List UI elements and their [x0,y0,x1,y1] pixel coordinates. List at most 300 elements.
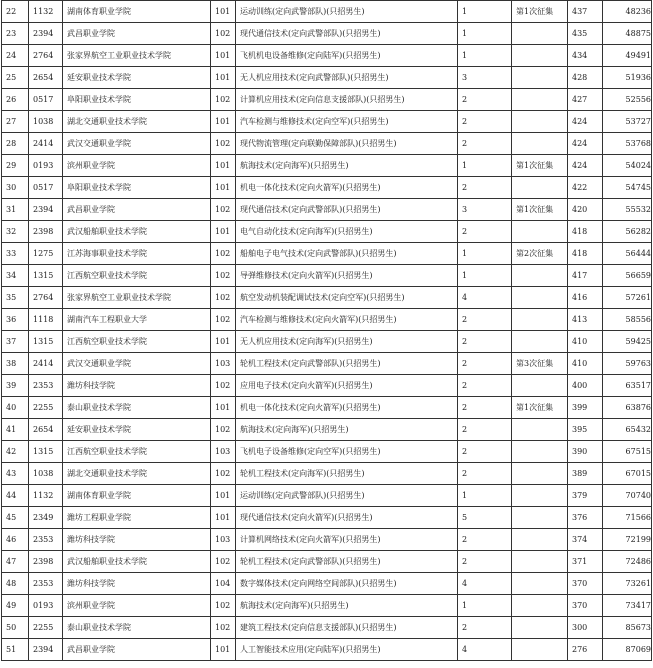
school-name-cell: 湖南汽车工程职业大学 [63,309,211,331]
table-body [2,1,652,661]
row-number-cell: 30 [2,177,29,199]
table-row [2,529,652,551]
table-row [2,243,652,265]
min-score-cell: 422 [568,177,603,199]
min-score-cell: 399 [568,397,603,419]
table-row [2,265,652,287]
plan-count-cell: 2 [458,463,512,485]
school-name-cell: 泰山职业技术学院 [63,397,211,419]
min-score-cell: 370 [568,573,603,595]
major-group-cell: 101 [211,639,236,661]
school-name-cell: 滨州职业学院 [63,595,211,617]
row-number-cell: 28 [2,133,29,155]
plan-count-cell: 4 [458,287,512,309]
major-name-cell: 现代通信技术(定向火箭军)(只招男生) [236,507,458,529]
school-code-cell: 2255 [29,397,63,419]
school-code-cell: 2394 [29,199,63,221]
major-group-cell: 102 [211,133,236,155]
row-number-cell: 34 [2,265,29,287]
school-code-cell: 0517 [29,177,63,199]
school-code-cell: 2349 [29,507,63,529]
plan-count-cell: 2 [458,617,512,639]
min-rank-cell: 52556 [603,89,652,111]
plan-count-cell: 2 [458,529,512,551]
major-name-cell: 现代物流管理(定向联勤保障部队)(只招男生) [236,133,458,155]
min-rank-cell: 53768 [603,133,652,155]
row-number-cell: 24 [2,45,29,67]
solicitation-round-cell: 第1次征集 [512,155,568,177]
school-code-cell: 1315 [29,441,63,463]
table-row [2,375,652,397]
school-name-cell: 延安职业技术学院 [63,67,211,89]
min-rank-cell: 48875 [603,23,652,45]
solicitation-round-cell: 第3次征集 [512,353,568,375]
major-group-cell: 102 [211,463,236,485]
plan-count-cell: 2 [458,331,512,353]
table-row [2,309,652,331]
plan-count-cell: 2 [458,419,512,441]
min-rank-cell: 85673 [603,617,652,639]
table-row [2,397,652,419]
table-row [2,89,652,111]
plan-count-cell: 3 [458,67,512,89]
solicitation-round-cell [512,551,568,573]
major-group-cell: 102 [211,265,236,287]
table-row [2,507,652,529]
school-code-cell: 1118 [29,309,63,331]
min-rank-cell: 51936 [603,67,652,89]
major-name-cell: 航空发动机装配调试技术(定向空军)(只招男生) [236,287,458,309]
admissions-sheet [1,0,652,661]
school-code-cell: 1315 [29,331,63,353]
table-row [2,199,652,221]
school-name-cell: 武汉交通职业学院 [63,133,211,155]
school-code-cell: 0517 [29,89,63,111]
plan-count-cell: 2 [458,551,512,573]
min-score-cell: 417 [568,265,603,287]
school-name-cell: 湖北交通职业技术学院 [63,463,211,485]
solicitation-round-cell [512,287,568,309]
solicitation-round-cell [512,23,568,45]
min-score-cell: 416 [568,287,603,309]
min-score-cell: 371 [568,551,603,573]
row-number-cell: 32 [2,221,29,243]
row-number-cell: 47 [2,551,29,573]
solicitation-round-cell: 第2次征集 [512,243,568,265]
major-group-cell: 102 [211,595,236,617]
table-row [2,595,652,617]
major-name-cell: 飞机电子设备维修(定向空军)(只招男生) [236,441,458,463]
min-rank-cell: 54745 [603,177,652,199]
major-name-cell: 人工智能技术应用(定向陆军)(只招男生) [236,639,458,661]
major-name-cell: 计算机应用技术(定向信息支援部队)(只招男生) [236,89,458,111]
major-group-cell: 101 [211,67,236,89]
plan-count-cell: 2 [458,221,512,243]
plan-count-cell: 1 [458,265,512,287]
major-group-cell: 101 [211,397,236,419]
row-number-cell: 48 [2,573,29,595]
min-score-cell: 424 [568,111,603,133]
min-rank-cell: 71566 [603,507,652,529]
major-group-cell: 101 [211,155,236,177]
min-score-cell: 370 [568,595,603,617]
major-group-cell: 101 [211,221,236,243]
solicitation-round-cell [512,45,568,67]
solicitation-round-cell [512,177,568,199]
school-name-cell: 武汉交通职业学院 [63,353,211,375]
min-score-cell: 400 [568,375,603,397]
plan-count-cell: 3 [458,199,512,221]
plan-count-cell: 1 [458,243,512,265]
plan-count-cell: 4 [458,573,512,595]
table-row [2,111,652,133]
table-row [2,419,652,441]
school-code-cell: 0193 [29,155,63,177]
solicitation-round-cell [512,133,568,155]
row-number-cell: 45 [2,507,29,529]
table-row [2,23,652,45]
solicitation-round-cell: 第1次征集 [512,397,568,419]
major-group-cell: 101 [211,45,236,67]
major-group-cell: 101 [211,331,236,353]
solicitation-round-cell [512,67,568,89]
solicitation-round-cell [512,529,568,551]
school-code-cell: 2398 [29,221,63,243]
row-number-cell: 37 [2,331,29,353]
major-group-cell: 103 [211,529,236,551]
row-number-cell: 29 [2,155,29,177]
table-row [2,639,652,661]
table-row [2,353,652,375]
min-score-cell: 418 [568,243,603,265]
school-name-cell: 潍坊科技学院 [63,375,211,397]
school-code-cell: 2764 [29,45,63,67]
major-group-cell: 104 [211,573,236,595]
major-group-cell: 102 [211,243,236,265]
plan-count-cell: 2 [458,375,512,397]
min-score-cell: 420 [568,199,603,221]
school-name-cell: 湖南体育职业学院 [63,1,211,23]
row-number-cell: 23 [2,23,29,45]
major-group-cell: 101 [211,485,236,507]
table-row [2,221,652,243]
table-row [2,551,652,573]
table-row [2,177,652,199]
row-number-cell: 40 [2,397,29,419]
major-name-cell: 现代通信技术(定向武警部队)(只招男生) [236,199,458,221]
plan-count-cell: 2 [458,353,512,375]
min-rank-cell: 48236 [603,1,652,23]
plan-count-cell: 2 [458,441,512,463]
min-rank-cell: 59425 [603,331,652,353]
min-rank-cell: 73417 [603,595,652,617]
major-name-cell: 电气自动化技术(定向海军)(只招男生) [236,221,458,243]
plan-count-cell: 1 [458,595,512,617]
major-name-cell: 无人机应用技术(定向海军)(只招男生) [236,331,458,353]
school-name-cell: 武汉船舶职业技术学院 [63,551,211,573]
major-group-cell: 102 [211,199,236,221]
row-number-cell: 39 [2,375,29,397]
min-rank-cell: 73261 [603,573,652,595]
min-rank-cell: 54024 [603,155,652,177]
solicitation-round-cell [512,507,568,529]
major-group-cell: 102 [211,617,236,639]
table-row [2,155,652,177]
min-score-cell: 374 [568,529,603,551]
major-group-cell: 102 [211,23,236,45]
major-group-cell: 102 [211,309,236,331]
school-code-cell: 2255 [29,617,63,639]
school-code-cell: 2398 [29,551,63,573]
major-name-cell: 汽车检测与维修技术(定向火箭军)(只招男生) [236,309,458,331]
min-score-cell: 376 [568,507,603,529]
major-group-cell: 101 [211,111,236,133]
school-code-cell: 2654 [29,419,63,441]
row-number-cell: 42 [2,441,29,463]
solicitation-round-cell: 第1次征集 [512,1,568,23]
major-group-cell: 103 [211,441,236,463]
major-name-cell: 运动训练(定向武警部队)(只招男生) [236,1,458,23]
row-number-cell: 31 [2,199,29,221]
major-name-cell: 航海技术(定向海军)(只招男生) [236,419,458,441]
major-group-cell: 102 [211,375,236,397]
school-code-cell: 1132 [29,1,63,23]
major-name-cell: 导弹维修技术(定向火箭军)(只招男生) [236,265,458,287]
row-number-cell: 27 [2,111,29,133]
school-code-cell: 2353 [29,573,63,595]
solicitation-round-cell [512,419,568,441]
solicitation-round-cell [512,463,568,485]
school-name-cell: 武昌职业学院 [63,639,211,661]
min-score-cell: 410 [568,331,603,353]
major-name-cell: 船舶电子电气技术(定向武警部队)(只招男生) [236,243,458,265]
min-score-cell: 389 [568,463,603,485]
major-group-cell: 103 [211,353,236,375]
min-score-cell: 410 [568,353,603,375]
school-code-cell: 2394 [29,639,63,661]
school-name-cell: 江西航空职业技术学院 [63,331,211,353]
plan-count-cell: 1 [458,23,512,45]
min-score-cell: 395 [568,419,603,441]
min-score-cell: 300 [568,617,603,639]
major-group-cell: 101 [211,507,236,529]
table-row [2,485,652,507]
major-name-cell: 无人机应用技术(定向武警部队)(只招男生) [236,67,458,89]
major-group-cell: 101 [211,1,236,23]
min-rank-cell: 56444 [603,243,652,265]
min-rank-cell: 63517 [603,375,652,397]
min-score-cell: 276 [568,639,603,661]
major-name-cell: 现代通信技术(定向武警部队)(只招男生) [236,23,458,45]
row-number-cell: 25 [2,67,29,89]
school-name-cell: 张家界航空工业职业技术学院 [63,45,211,67]
table-row [2,133,652,155]
table-row [2,287,652,309]
solicitation-round-cell [512,617,568,639]
school-name-cell: 武昌职业学院 [63,23,211,45]
school-code-cell: 1315 [29,265,63,287]
solicitation-round-cell [512,221,568,243]
table-row [2,67,652,89]
min-rank-cell: 72486 [603,551,652,573]
school-name-cell: 江苏海事职业技术学院 [63,243,211,265]
school-name-cell: 滨州职业学院 [63,155,211,177]
min-rank-cell: 49491 [603,45,652,67]
school-name-cell: 阜阳职业技术学院 [63,177,211,199]
row-number-cell: 22 [2,1,29,23]
plan-count-cell: 2 [458,309,512,331]
school-name-cell: 潍坊科技学院 [63,573,211,595]
plan-count-cell: 5 [458,507,512,529]
table-row [2,573,652,595]
school-code-cell: 2414 [29,133,63,155]
school-code-cell: 1132 [29,485,63,507]
table-row [2,45,652,67]
min-rank-cell: 63876 [603,397,652,419]
major-name-cell: 航海技术(定向海军)(只招男生) [236,595,458,617]
major-group-cell: 101 [211,177,236,199]
row-number-cell: 44 [2,485,29,507]
major-group-cell: 102 [211,419,236,441]
school-name-cell: 张家界航空工业职业技术学院 [63,287,211,309]
solicitation-round-cell [512,573,568,595]
plan-count-cell: 2 [458,111,512,133]
solicitation-round-cell [512,639,568,661]
major-name-cell: 计算机网络技术(定向火箭军)(只招男生) [236,529,458,551]
solicitation-round-cell [512,595,568,617]
row-number-cell: 50 [2,617,29,639]
major-group-cell: 102 [211,287,236,309]
school-code-cell: 2394 [29,23,63,45]
solicitation-round-cell [512,111,568,133]
min-score-cell: 428 [568,67,603,89]
school-name-cell: 湖南体育职业学院 [63,485,211,507]
min-rank-cell: 55532 [603,199,652,221]
plan-count-cell: 1 [458,485,512,507]
row-number-cell: 35 [2,287,29,309]
school-name-cell: 泰山职业技术学院 [63,617,211,639]
solicitation-round-cell: 第1次征集 [512,199,568,221]
school-name-cell: 武昌职业学院 [63,199,211,221]
min-score-cell: 413 [568,309,603,331]
min-rank-cell: 58556 [603,309,652,331]
school-code-cell: 1275 [29,243,63,265]
table-row [2,331,652,353]
row-number-cell: 49 [2,595,29,617]
solicitation-round-cell [512,265,568,287]
min-score-cell: 390 [568,441,603,463]
min-rank-cell: 67015 [603,463,652,485]
row-number-cell: 26 [2,89,29,111]
min-score-cell: 427 [568,89,603,111]
row-number-cell: 41 [2,419,29,441]
table-row [2,1,652,23]
table-row [2,617,652,639]
major-name-cell: 机电一体化技术(定向火箭军)(只招男生) [236,177,458,199]
school-code-cell: 1038 [29,111,63,133]
min-rank-cell: 57261 [603,287,652,309]
min-score-cell: 379 [568,485,603,507]
plan-count-cell: 2 [458,177,512,199]
major-name-cell: 航海技术(定向海军)(只招男生) [236,155,458,177]
major-name-cell: 应用电子技术(定向火箭军)(只招男生) [236,375,458,397]
major-name-cell: 机电一体化技术(定向火箭军)(只招男生) [236,397,458,419]
school-code-cell: 1038 [29,463,63,485]
major-group-cell: 102 [211,89,236,111]
admissions-table [1,0,652,661]
row-number-cell: 43 [2,463,29,485]
plan-count-cell: 2 [458,133,512,155]
solicitation-round-cell [512,441,568,463]
min-rank-cell: 67515 [603,441,652,463]
school-code-cell: 2353 [29,375,63,397]
major-name-cell: 数字媒体技术(定向网络空间部队)(只招男生) [236,573,458,595]
row-number-cell: 33 [2,243,29,265]
school-code-cell: 2654 [29,67,63,89]
min-score-cell: 437 [568,1,603,23]
school-name-cell: 潍坊工程职业学院 [63,507,211,529]
major-name-cell: 轮机工程技术(定向海军)(只招男生) [236,463,458,485]
school-code-cell: 2414 [29,353,63,375]
solicitation-round-cell [512,89,568,111]
row-number-cell: 51 [2,639,29,661]
min-score-cell: 434 [568,45,603,67]
min-score-cell: 418 [568,221,603,243]
min-score-cell: 424 [568,133,603,155]
table-row [2,463,652,485]
major-name-cell: 汽车检测与维修技术(定向空军)(只招男生) [236,111,458,133]
major-name-cell: 轮机工程技术(定向武警部队)(只招男生) [236,353,458,375]
school-code-cell: 2353 [29,529,63,551]
min-rank-cell: 56282 [603,221,652,243]
row-number-cell: 38 [2,353,29,375]
plan-count-cell: 2 [458,397,512,419]
min-rank-cell: 70740 [603,485,652,507]
solicitation-round-cell [512,375,568,397]
plan-count-cell: 4 [458,639,512,661]
school-code-cell: 2764 [29,287,63,309]
school-name-cell: 湖北交通职业技术学院 [63,111,211,133]
major-name-cell: 飞机机电设备维修(定向陆军)(只招男生) [236,45,458,67]
min-rank-cell: 56659 [603,265,652,287]
row-number-cell: 46 [2,529,29,551]
min-rank-cell: 59763 [603,353,652,375]
solicitation-round-cell [512,309,568,331]
min-rank-cell: 65432 [603,419,652,441]
major-name-cell: 轮机工程技术(定向武警部队)(只招男生) [236,551,458,573]
min-rank-cell: 72199 [603,529,652,551]
school-code-cell: 0193 [29,595,63,617]
plan-count-cell: 1 [458,1,512,23]
school-name-cell: 江西航空职业技术学院 [63,265,211,287]
major-name-cell: 运动训练(定向武警部队)(只招男生) [236,485,458,507]
school-name-cell: 阜阳职业技术学院 [63,89,211,111]
plan-count-cell: 1 [458,155,512,177]
plan-count-cell: 1 [458,45,512,67]
major-group-cell: 102 [211,551,236,573]
school-name-cell: 江西航空职业技术学院 [63,441,211,463]
school-name-cell: 延安职业技术学院 [63,419,211,441]
min-score-cell: 435 [568,23,603,45]
table-row [2,441,652,463]
major-name-cell: 建筑工程技术(定向信息支援部队)(只招男生) [236,617,458,639]
solicitation-round-cell [512,485,568,507]
min-score-cell: 424 [568,155,603,177]
school-name-cell: 武汉船舶职业技术学院 [63,221,211,243]
row-number-cell: 36 [2,309,29,331]
min-rank-cell: 53727 [603,111,652,133]
plan-count-cell: 2 [458,89,512,111]
